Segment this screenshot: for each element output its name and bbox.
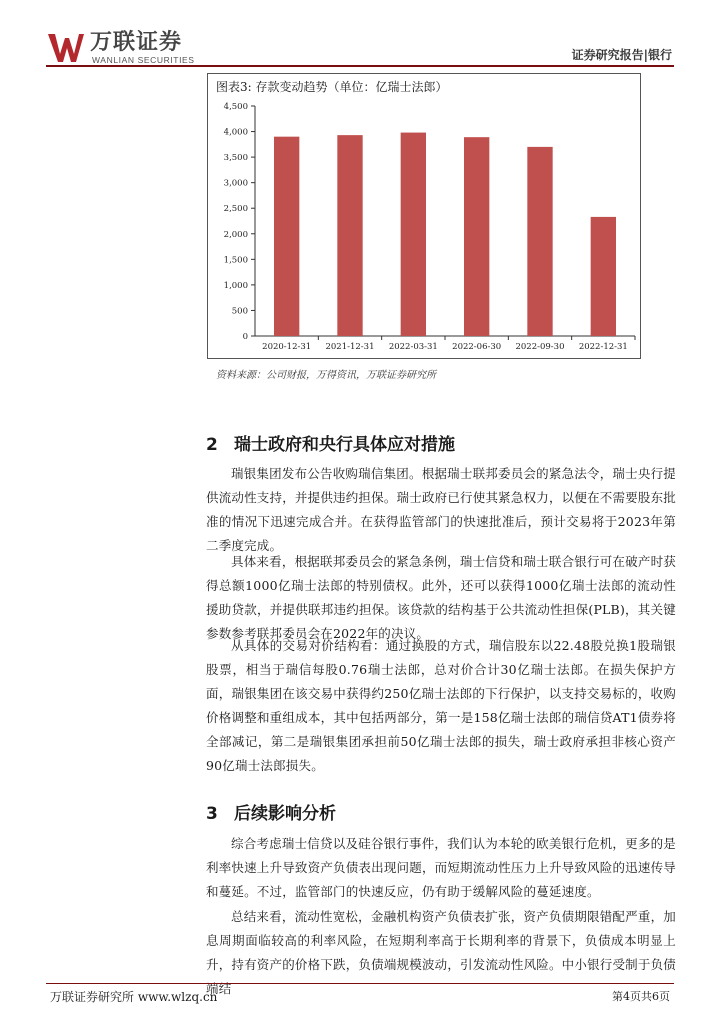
bar-2022-06-30 xyxy=(464,137,489,336)
y-tick-label: 4,500 xyxy=(223,102,248,112)
y-tick-label: 1,000 xyxy=(223,280,248,291)
header-divider xyxy=(46,65,674,67)
figure-source-note: 资料来源：公司财报，万得资讯，万联证券研究所 xyxy=(216,370,436,381)
y-tick-label: 0 xyxy=(242,332,248,342)
bar-2021-12-31 xyxy=(337,135,362,336)
figure-caption: 图表3: 存款变动趋势（单位：亿瑞士法郎） xyxy=(216,80,448,94)
x-tick-label: 2022-09-30 xyxy=(515,342,565,352)
section-2-number: 2 xyxy=(206,435,218,455)
brand-name-cn: 万联证券 xyxy=(90,30,183,55)
section-2-title: 瑞士政府和央行具体应对措施 xyxy=(234,435,455,455)
x-tick-label: 2022-12-31 xyxy=(578,342,628,352)
x-tick-label: 2020-12-31 xyxy=(262,342,312,352)
footer-divider xyxy=(46,983,674,984)
section-2-paragraph-2: 具体来看，根据联邦委员会的紧急条例，瑞士信贷和瑞士联合银行可在破产时获得总额1000亿瑞士法郎的特别债权。此外，还可以获得1000亿瑞士法郎的流动性援助贷款，并提供联邦违约担保。该贷款的结构基于公共流动性担保(PLB)，其关键参数参考联邦委员会在2022年的决议。 xyxy=(206,554,676,641)
y-tick-label: 500 xyxy=(231,306,248,317)
section-2-heading xyxy=(206,430,455,455)
section-3-number: 3 xyxy=(206,804,218,824)
y-tick-label: 1,500 xyxy=(223,255,248,266)
y-tick-label: 3,000 xyxy=(223,178,248,189)
y-tick-label: 4,000 xyxy=(223,127,248,138)
deposit-bar-chart xyxy=(207,73,641,359)
page-number: 第4页共6页 xyxy=(612,990,670,1003)
bar-2022-09-30 xyxy=(527,147,552,336)
x-tick-label: 2022-06-30 xyxy=(452,342,502,352)
y-tick-label: 3,500 xyxy=(223,153,248,164)
section-2-paragraph-3: 从具体的交易对价结构看：通过换股的方式，瑞信股东以22.48股兑换1股瑞银股票，相当于瑞信每股0.76瑞士法郎，总对价合计30亿瑞士法郎。在损失保护方面，瑞银集团在该交易中获得约250亿瑞士法郎的下行保护，以支持交易标的，收购价格调整和重组成本，其中包括两部分，第一是158亿瑞士法郎的瑞信贷AT1债券将全部减记，第二是瑞银集团承担前50亿瑞士法郎的损失，瑞士政府承担非核心资产90亿瑞士法郎损失。 xyxy=(206,638,676,773)
bar-2022-12-31 xyxy=(591,217,616,336)
y-tick-label: 2,000 xyxy=(223,229,248,240)
section-3-paragraph-2: 总结来看，流动性宽松，金融机构资产负债表扩张，资产负债期限错配严重，加息周期面临较高的利率风险，在短期利率高于长期利率的背景下，负债成本明显上升，持有资产的价格下跌，负债端规模波动，引发流动性风险。中小银行受制于负债端结 xyxy=(206,909,676,996)
footer-institute: 万联证券研究所 www.wlzq.cn xyxy=(50,990,218,1004)
bar-2022-03-31 xyxy=(401,133,426,336)
wanlian-logo-icon xyxy=(46,32,86,64)
section-3-title: 后续影响分析 xyxy=(234,804,336,824)
report-type-label: 证券研究报告|银行 xyxy=(571,48,672,62)
brand-name-en: WANLIAN SECURITIES xyxy=(92,55,195,65)
section-3-heading xyxy=(206,799,336,824)
section-3-paragraph-1: 综合考虑瑞士信贷以及硅谷银行事件，我们认为本轮的欧美银行危机，更多的是利率快速上升导致资产负债表出现问题，而短期流动性压力上升导致风险的迅速传导和蔓延。不过，监管部门的快速反应，仍有助于缓解风险的蔓延速度。 xyxy=(206,836,676,899)
section-2-paragraph-1: 瑞银集团发布公告收购瑞信集团。根据瑞士联邦委员会的紧急法令，瑞士央行提供流动性支持，并提供违约担保。瑞士政府已行使其紧急权力，以便在不需要股东批准的情况下迅速完成合并。在获得监管部门的快速批准后，预计交易将于2023年第二季度完成。 xyxy=(206,466,676,553)
x-tick-label: 2022-03-31 xyxy=(388,342,438,352)
bar-2020-12-31 xyxy=(274,137,299,336)
x-tick-label: 2021-12-31 xyxy=(325,342,375,352)
y-tick-label: 2,500 xyxy=(223,204,248,215)
